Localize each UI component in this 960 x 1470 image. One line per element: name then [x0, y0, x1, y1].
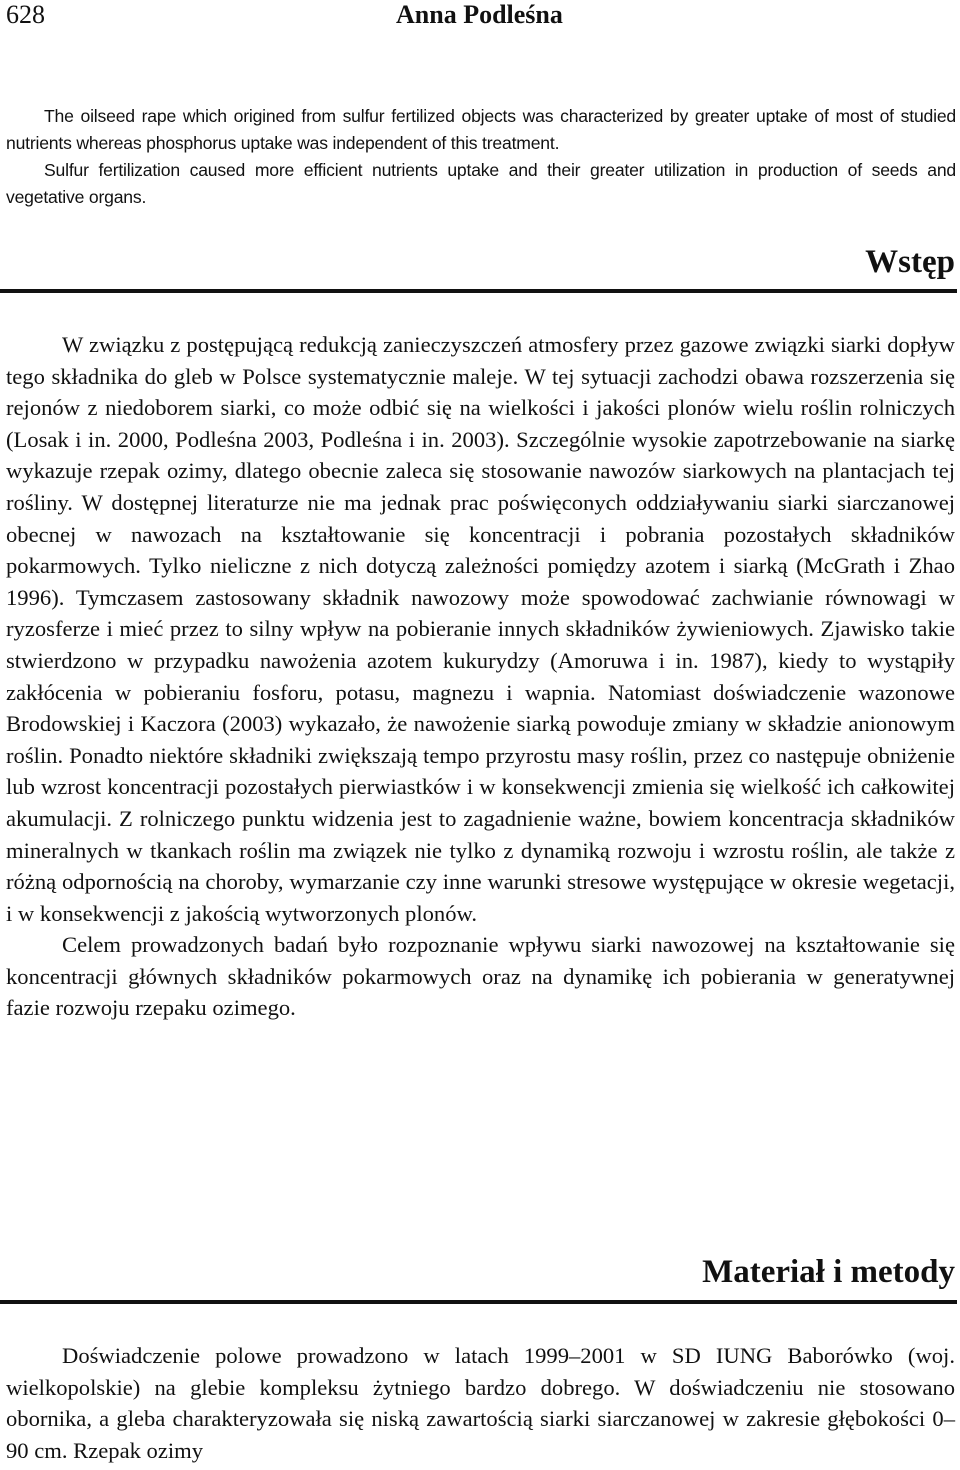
page-number: 628 [6, 0, 45, 29]
methods-rule [0, 1300, 957, 1304]
methods-paragraph: Doświadczenie polowe prowadzono w latach 1999–2001 w SD IUNG Baborówko (woj. wielkopolskie) na glebie kompleksu żytniego bardzo dobrego. W doświadczeniu nie stosowano obornika, a gleba charakteryzowała się niską zawartością siarki siarczanowej w zakresie głębokości 0–90 cm. Rzepak ozimy [6, 1343, 955, 1463]
english-summary [6, 103, 956, 211]
introduction-heading: Wstęp [865, 244, 955, 280]
methods-body [6, 1340, 955, 1466]
summary-paragraph: The oilseed rape which origined from sulfur fertilized objects was characterized by greater uptake of most of studied nutrients whereas phosphorus uptake was independent of this treatment. [6, 106, 956, 153]
methods-heading: Materiał i metody [702, 1254, 955, 1290]
running-head [6, 0, 960, 30]
running-head-author: Anna Podleśna [396, 0, 563, 29]
introduction-body [6, 329, 955, 1024]
introduction-rule [0, 289, 957, 293]
introduction-paragraph: W związku z postępującą redukcją zanieczyszczeń atmosfery przez gazowe związki siarki dopływ tego składnika do gleb w Polsce systematycznie maleje. W tej sytuacji zachodzi obawa rozszerzenia się rejonów z niedoborem siarki, co może odbić się na wielkości i jakości plonów wielu roślin rolniczych (Losak i in. 2000, Podleśna 2003, Podleśna i in. 2003). Szczególnie wysokie zapotrzebowanie na siarkę wykazuje rzepak ozimy, dlatego obecnie zaleca się stosowanie nawozów siarkowych na plantacjach tej rośliny. W dostępnej literaturze nie ma jednak prac poświęconych oddziaływaniu siarki siarczanowej obecnej w nawozach na kształtowanie się koncentracji i pobrania pozostałych składników pokarmowych. Tylko nieliczne z nich dotyczą zależności pomiędzy azotem i siarką (McGrath i Zhao 1996). Tymczasem zastosowany składnik nawozowy może spowodować zachwianie równowagi w ryzosferze i mieć przez to silny wpływ na pobieranie innych składników żywieniowych. Zjawisko takie stwierdzono w przypadku nawożenia azotem kukurydzy (Amoruwa i in. 1987), kiedy to wystąpiły zakłócenia w pobieraniu fosforu, potasu, magnezu i wapnia. Natomiast doświadczenie wazonowe Brodowskiej i Kaczora (2003) wykazało, że nawożenie siarką powoduje zmiany w składzie anionowym roślin. Ponadto niektóre składniki zwiększają tempo przyrostu masy roślin, przez co następuje obniżenie lub wzrost koncentracji pozostałych pierwiastków i w konsekwencji zmienia się wielkość ich całkowitej akumulacji. Z rolniczego punktu widzenia jest to zagadnienie ważne, bowiem koncentracja składników mineralnych w tkankach roślin ma związek nie tylko z dynamiką rozwoju i wzrostu roślin, ale także z różną odpornością na choroby, wymarzanie czy inne warunki stresowe występujące w okresie wegetacji, i w konsekwencji z jakością wytworzonych plonów. [6, 332, 955, 926]
summary-paragraph: Sulfur fertilization caused more efficient nutrients uptake and their greater utilization in production of seeds and vegetative organs. [6, 160, 956, 207]
introduction-paragraph: Celem prowadzonych badań było rozpoznanie wpływu siarki nawozowej na kształtowanie się koncentracji głównych składników pokarmowych oraz na dynamikę ich pobierania w generatywnej fazie rozwoju rzepaku ozimego. [6, 932, 955, 1021]
